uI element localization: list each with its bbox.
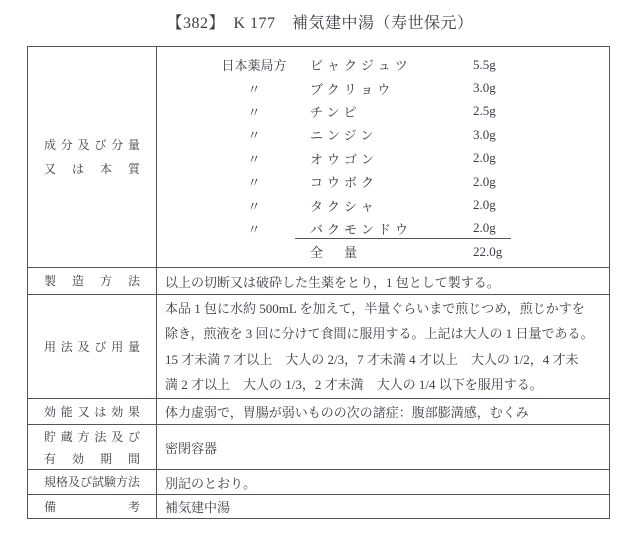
specification-label-text: 規格及び試験方法 [44,475,140,489]
subtotal-rule [295,238,511,239]
storage-label [28,425,157,469]
storage-content: 密閉容器 [165,440,218,456]
ditto-mark: 〃 [247,81,261,97]
dosage-content [157,295,609,398]
ingredient-amount: 5.5g [473,56,496,72]
storage-label-line1: 貯蔵方法及び [44,430,140,444]
row-dosage [28,294,609,398]
dosage-label-text: 用法及び用量 [44,339,140,354]
ingredient-row [157,53,609,76]
composition-label-line1: 成分及び分量 [44,138,140,152]
efficacy-label [28,399,157,424]
ditto-mark: 〃 [247,221,261,237]
ingredient-name: タクシャ [310,198,378,214]
row-storage [28,424,609,469]
pharmacopoeia-label: 日本薬局方 [221,58,287,74]
row-composition [28,47,609,267]
ingredient-row [157,147,609,170]
dosage-line: 満 2 才以上 大人の 1/3，2 才未満 大人の 1/4 以下を服用する。 [165,377,543,393]
ingredient-amount: 3.0g [473,126,496,142]
specification-label [28,470,157,494]
ingredient-row [157,217,609,240]
dosage-line: 15 才未満 7 才以上 大人の 2/3，7 才未満 4 才以上 大人の 1/2，4 才未 [165,351,579,367]
ingredient-name: ブクリョウ [310,81,395,97]
monograph-table [27,46,610,519]
dosage-line: 除き，煎液を 3 回に分けて食間に服用する。上記は大人の 1 日量である。 [165,326,594,342]
manufacturing-content: 以上の切断又は破砕した生薬をとり，1 包として製する。 [165,274,500,290]
ingredient-amount: 3.0g [473,80,496,96]
ingredient-name: ニンジン [310,128,378,144]
page-title: 【382】 K 177 補気建中湯（寿世保元） [166,15,474,32]
storage-label-line2: 有効期間 [44,452,140,466]
total-row [157,240,609,263]
ingredient-list [157,47,609,264]
ingredient-name: オウゴン [310,151,379,167]
dosage-text [157,295,609,398]
efficacy-content: 体力虚弱で，胃腸が弱いものの次の諸症：腹部膨満感，むくみ [165,405,529,420]
ingredient-amount: 2.0g [473,197,496,213]
ditto-mark: 〃 [247,175,261,191]
ingredient-row [157,193,609,216]
ingredient-row [157,100,609,123]
ditto-mark: 〃 [247,198,261,214]
ditto-mark: 〃 [247,104,261,120]
ingredient-name: チンピ [310,104,361,120]
composition-label [28,47,157,267]
ingredient-name: ビャクジュツ [310,58,412,74]
remarks-label [28,495,157,518]
ingredient-amount: 2.0g [473,220,496,236]
ingredient-amount: 2.0g [473,173,496,189]
total-amount: 22.0g [473,243,503,259]
row-specification [28,469,609,494]
row-remarks [28,494,609,518]
ingredient-row [157,123,609,146]
composition-content [157,47,609,267]
row-manufacturing [28,267,609,294]
dosage-line: 本品 1 包に水約 500mL を加えて，半量ぐらいまで煎じつめ，煎じかすを [165,301,585,316]
ingredient-amount: 2.5g [473,103,496,119]
manufacturing-label [28,268,157,294]
remarks-content: 補気建中湯 [165,500,231,515]
ingredient-name: コウボク [310,175,379,191]
remarks-label-text: 備考 [44,500,140,514]
ditto-mark: 〃 [247,128,261,144]
efficacy-label-text: 効能又は効果 [44,404,140,419]
specification-content: 別記のとおり。 [165,475,257,491]
row-efficacy [28,398,609,424]
ditto-mark: 〃 [247,151,261,167]
composition-label-line2: 又は本質 [44,162,140,176]
ingredient-row [157,76,609,99]
ingredient-name: バクモンドウ [310,221,413,237]
manufacturing-label-text: 製造方法 [44,274,140,288]
total-label: 全 量 [310,245,362,261]
ingredient-amount: 2.0g [473,150,496,166]
ingredient-row [157,170,609,193]
dosage-label [28,295,157,398]
